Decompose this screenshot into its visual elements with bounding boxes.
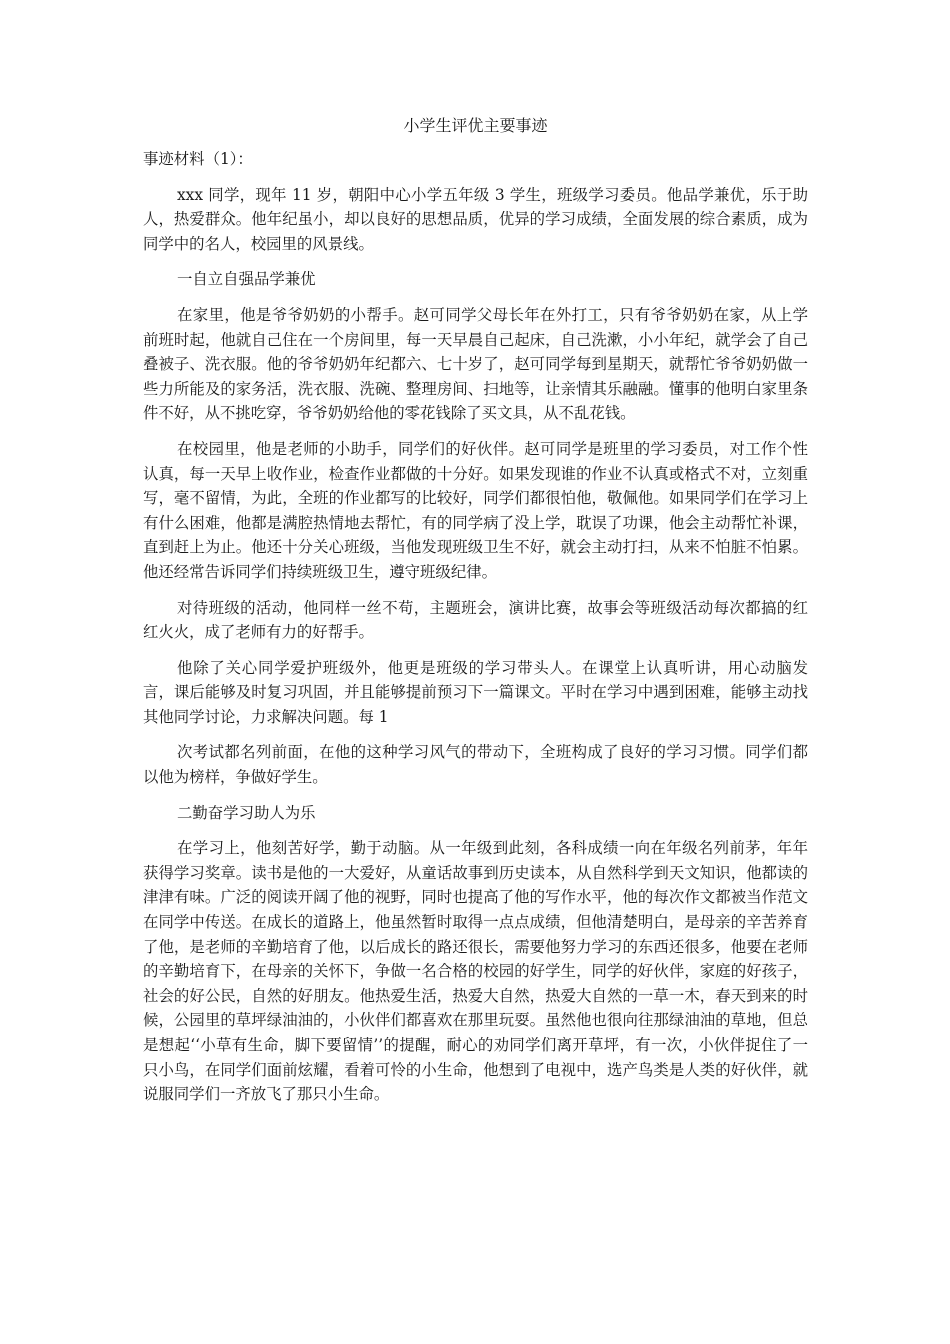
paragraph-exams: 次考试都名列前面，在他的这种学习风气的带动下，全班构成了良好的学习习惯。同学们都以他为榜样，争做好学生。: [143, 743, 808, 787]
paragraph-home: 在家里，他是爷爷奶奶的小帮手。赵可同学父母长年在外打工，只有爷爷奶奶在家，从上学前班时起，他就自己住在一个房间里，每一天早晨自己起床，自己洗漱，小小年纪，就学会了自己叠被子、洗衣服。他的爷爷奶奶年纪都六、七十岁了，赵可同学每到星期天，就帮忙爷爷奶奶做一些力所能及的家务活，洗衣服、洗碗、整理房间、扫地等，让亲情其乐融融。懂事的他明白家里条件不好，从不挑吃穿，爷爷奶奶给他的零花钱除了买文具，从不乱花钱。: [143, 305, 808, 423]
section-heading-1: 一自立自强品学兼优: [177, 270, 316, 289]
section-label: 事迹材料（1）：: [143, 150, 253, 168]
paragraph-school: 在校园里，他是老师的小助手，同学们的好伙伴。赵可同学是班里的学习委员，对工作个性认真，每一天早上收作业，检查作业都做的十分好。如果发现谁的作业不认真或格式不对，立刻重写，毫不留情，为此，全班的作业都写的比较好，同学们都很怕他，敬佩他。如果同学们在学习上有什么困难，他都是满腔热情地去帮忙，有的同学病了没上学，耽误了功课，他会主动帮忙补课，直到赶上为止。他还十分关心班级，当他发现班级卫生不好，就会主动打扫，从来不怕脏不怕累。他还经常告诉同学们持续班级卫生，遵守班级纪律。: [143, 439, 808, 581]
section-heading-2: 二勤奋学习助人为乐: [177, 803, 316, 822]
document-title: 小学生评优主要事迹: [403, 116, 548, 135]
paragraph-intro: xxx 同学，现年 11 岁，朝阳中心小学五年级 3 学生，班级学习委员。他品学兼优，乐于助人，热爱群众。他年纪虽小，却以良好的思想品质，优异的学习成绩，全面发展的综合素质，成为同学中的名人，校园里的风景线。: [143, 185, 808, 253]
paragraph-study-leader: 他除了关心同学爱护班级外，他更是班级的学习带头人。在课堂上认真听讲，用心动脑发言，课后能够及时复习巩固，并且能够提前预习下一篇课文。平时在学习中遇到困难，能够主动找其他同学讨论，力求解决问题。每 1: [143, 658, 808, 726]
document-page: [143, 113, 808, 1118]
paragraph-activities: 对待班级的活动，他同样一丝不苟，主题班会，演讲比赛，故事会等班级活动每次都搞的红红火火，成了老师有力的好帮手。: [143, 598, 808, 642]
paragraph-diligence: 在学习上，他刻苦好学，勤于动脑。从一年级到此刻，各科成绩一向在年级名列前茅，年年获得学习奖章。读书是他的一大爱好，从童话故事到历史读本，从自然科学到天文知识，他都读的津津有味。广泛的阅读开阔了他的视野，同时也提高了他的写作水平，他的每次作文都被当作范文在同学中传送。在成长的道路上，他虽然暂时取得一点点成绩，但他清楚明白，是母亲的辛苦养育了他，是老师的辛勤培育了他，以后成长的路还很长，需要他努力学习的东西还很多，他要在老师的辛勤培育下，在母亲的关怀下，争做一名合格的校园的好学生，同学的好伙伴，家庭的好孩子，社会的好公民，自然的好朋友。他热爱生活，热爱大自然，热爱大自然的一草一木，春天到来的时候，公园里的草坪绿油油的，小伙伴们都喜欢在那里玩耍。虽然他也很向往那绿油油的草地，但总是想起‘‘小草有生命，脚下要留情’’的提醒，耐心的劝同学们离开草坪，有一次，小伙伴捉住了一只小鸟，在同学们面前炫耀，看着可怜的小生命，他想到了电视中，选产鸟类是人类的好伙伴，就说服同学们一齐放飞了那只小生命。: [143, 839, 808, 1104]
